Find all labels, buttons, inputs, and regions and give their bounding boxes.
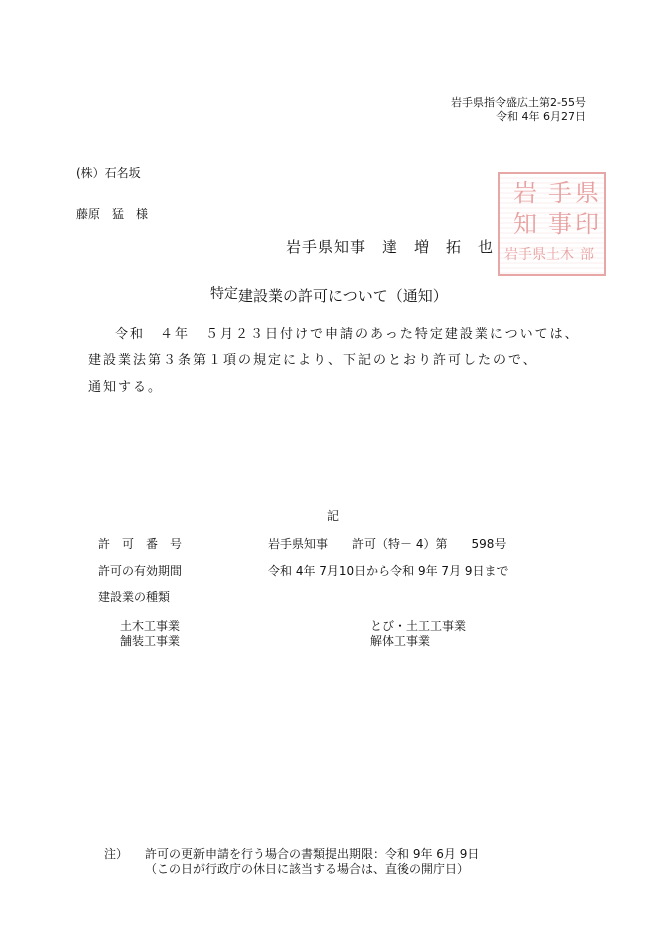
seal-char: 知 bbox=[513, 209, 537, 238]
validity-period-label: 許可の有効期間 bbox=[98, 564, 183, 578]
seal-char: 印 bbox=[575, 209, 599, 238]
ki-heading: 記 bbox=[327, 509, 340, 523]
seal-char: 岩 bbox=[513, 179, 537, 208]
seal-char: 部 bbox=[580, 246, 594, 263]
sender-name: 岩手県知事 達 増 拓 也 bbox=[286, 238, 495, 256]
seal-char: 事 bbox=[548, 209, 572, 238]
business-type: 舗装工事業 bbox=[120, 634, 181, 648]
business-type: とび・土工工事業 bbox=[370, 619, 467, 633]
permit-number-value: 岩手県知事 許可（特－ 4）第 598号 bbox=[268, 537, 507, 551]
note-line: （この日が行政庁の休日に該当する場合は、直後の開庁日） bbox=[145, 862, 470, 876]
business-types-label: 建設業の種類 bbox=[98, 590, 171, 604]
body-line: 通知する。 bbox=[88, 380, 164, 395]
official-seal bbox=[498, 172, 606, 276]
note-label: 注） bbox=[104, 847, 129, 861]
seal-char: 岩手県 bbox=[504, 246, 546, 263]
title-main: 建設業の許可について（通知） bbox=[238, 287, 448, 305]
body-line: 建設業法第３条第１項の規定により、下記のとおり許可したので、 bbox=[88, 353, 538, 368]
document-header bbox=[451, 96, 586, 124]
document-number: 岩手県指令盛広土第2-55号 bbox=[451, 96, 586, 109]
company-name: (株）石名坂 bbox=[76, 166, 141, 180]
permit-number-label: 許 可 番 号 bbox=[98, 537, 183, 551]
seal-char: 手 bbox=[548, 179, 572, 208]
seal-char: 土木 bbox=[546, 246, 574, 263]
seal-char: 県 bbox=[575, 179, 599, 208]
document-title bbox=[210, 283, 448, 306]
recipient-name: 藤原 猛 様 bbox=[76, 207, 149, 221]
document-date: 令和 4年 6月27日 bbox=[496, 110, 586, 123]
business-type: 土木工事業 bbox=[120, 619, 181, 633]
business-type: 解体工事業 bbox=[370, 634, 431, 648]
body-line: 令和 ４年 ５月２３日付けで申請のあった特定建設業については、 bbox=[115, 327, 580, 342]
note-line: 許可の更新申請を行う場合の書類提出期限：令和 9年 6月 9日 bbox=[145, 847, 480, 861]
title-prefix: 特定 bbox=[210, 286, 238, 302]
validity-period-value: 令和 4年 7月10日から令和 9年 7月 9日まで bbox=[268, 564, 509, 578]
